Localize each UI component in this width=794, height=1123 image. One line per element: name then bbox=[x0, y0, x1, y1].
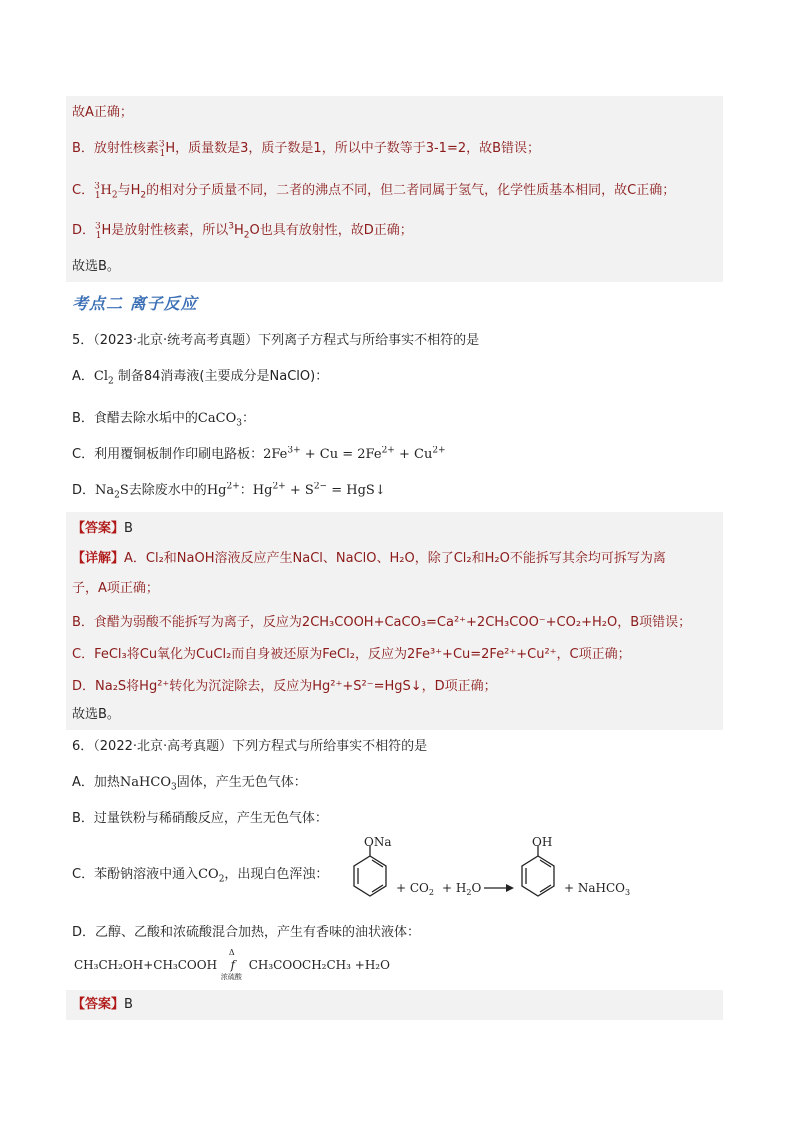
q5-detail-6 bbox=[72, 706, 722, 724]
answer-label: 【答案】 bbox=[72, 997, 125, 1012]
formula: $Na_2S$ bbox=[95, 483, 129, 500]
text: D．Na₂S将Hg²⁺转化为沉淀除去，反应为Hg²⁺+S²⁻=HgS↓，D项正确； bbox=[72, 679, 497, 694]
text: ： bbox=[241, 411, 255, 426]
co2-term: + $CO_2$ bbox=[396, 881, 434, 897]
isotope-label: $^3_1$ bbox=[158, 140, 166, 158]
text: B．放射性核素 bbox=[72, 141, 159, 156]
solution-q4-conclusion bbox=[72, 258, 722, 276]
q5-detail-2 bbox=[72, 580, 722, 598]
text: B．食醋为弱酸不能拆写为离子，反应为2CH₃COOH+CaCO₃=Ca²⁺+2CH₃COO⁻+CO₂+H₂O，B项错误； bbox=[72, 615, 692, 630]
q5-answer bbox=[72, 520, 722, 538]
text: O也具有放射性，故D正确； bbox=[249, 223, 413, 238]
equation: $2Fe^{3+} + Cu = 2Fe^{2+} + Cu^{2+}$ bbox=[263, 446, 446, 462]
arrow-glyph: f bbox=[230, 958, 236, 972]
q6-answer bbox=[72, 996, 722, 1014]
catalyst-arrow bbox=[220, 948, 245, 981]
text: H，质量数是3，质子数是1，所以中子数等于3-1=2，故B错误； bbox=[165, 141, 541, 156]
text: 制备84消毒液(主要成分是NaClO)： bbox=[117, 369, 329, 384]
q5-option-b bbox=[72, 410, 722, 428]
text: B．食醋去除水垢中的 bbox=[72, 411, 198, 426]
text: A．加热 bbox=[72, 775, 120, 790]
h2o-term: + $H_2O$ bbox=[442, 881, 482, 897]
text: C． bbox=[72, 183, 95, 198]
phenoxide-reaction-diagram bbox=[344, 836, 644, 916]
benzene-ring-left bbox=[354, 846, 386, 896]
text: 6．（2022·北京·高考真题）下列方程式与所给事实不相符的是 bbox=[72, 739, 428, 754]
text: A．Cl₂和NaOH溶液反应产生NaCl、NaClO、H₂O，除了Cl₂和H₂O不能拆写其余均可拆写为离 bbox=[124, 551, 666, 566]
q5-option-a bbox=[72, 368, 722, 386]
nahco3-term: + NaHCO$_3$ bbox=[564, 881, 631, 897]
text: D．乙醇、乙酸和浓硫酸混合加热，产生有香味的油状液体： bbox=[72, 925, 421, 940]
text: H是放射性核素，所以 bbox=[101, 223, 229, 238]
formula: NaHCO$_3$ bbox=[119, 775, 177, 792]
ona-label: ONa bbox=[364, 836, 392, 849]
oh-label: OH bbox=[532, 836, 553, 849]
text: 的相对分子质量不同，二者的沸点不同，但二者同属于氢气，化学性质基本相同，故C正确； bbox=[146, 183, 676, 198]
formula: $Cl_2$ bbox=[93, 369, 114, 386]
q6-option-c bbox=[72, 866, 342, 884]
text: ，出现白色浑浊： bbox=[224, 867, 329, 882]
text: C．苯酚钠溶液中通入 bbox=[72, 867, 199, 882]
text: C．FeCl₃将Cu氧化为CuCl₂而自身被还原为FeCl₂，反应为2Fe³⁺+Cu=2Fe²⁺+Cu²⁺，C项正确； bbox=[72, 647, 631, 662]
isotope-label: $^3_1$ bbox=[95, 222, 102, 240]
solution-q4-line-c: C．$^3_1H_2$与$H_2$的相对分子质量不同，二者的沸点不同，但二者同属于氢气，化学性质基本相同，故C正确； bbox=[72, 182, 676, 200]
text: 去除废水中的 bbox=[128, 483, 207, 498]
catalyst-label: 浓硫酸 bbox=[220, 973, 242, 981]
q6-stem bbox=[72, 738, 722, 756]
q6-option-d bbox=[72, 924, 722, 942]
text: D． bbox=[72, 483, 96, 498]
equation: $Hg^{2+} + S^{2-}$ = HgS↓ bbox=[252, 482, 386, 498]
q5-stem bbox=[72, 332, 722, 350]
text: B．过量铁粉与稀硝酸反应，产生无色气体： bbox=[72, 811, 328, 826]
detail-label: 【详解】 bbox=[72, 551, 125, 566]
formula: $Hg^{2+}$ bbox=[206, 482, 240, 498]
q6-option-a bbox=[72, 774, 722, 792]
q5-detail-1 bbox=[72, 550, 722, 568]
text: 与H bbox=[117, 183, 141, 198]
text: ： bbox=[239, 483, 253, 498]
q5-option-d bbox=[72, 482, 722, 500]
text: A． bbox=[72, 369, 94, 384]
text: 子，A项正确； bbox=[72, 581, 159, 596]
equation-rhs: CH₃COOCH₂CH₃ +H₂O bbox=[248, 958, 390, 972]
solution-q4-line-a bbox=[72, 104, 722, 122]
text: D． bbox=[72, 223, 96, 238]
q5-detail-5 bbox=[72, 678, 722, 696]
text: 故选B。 bbox=[72, 259, 120, 274]
reaction-arrow bbox=[484, 884, 514, 892]
text: 固体，产生无色气体： bbox=[176, 775, 307, 790]
section-heading: 考点二 离子反应 bbox=[72, 294, 198, 313]
q5-detail-4 bbox=[72, 646, 722, 664]
solution-q4-line-b bbox=[72, 140, 722, 158]
formula: CaCO$_3$ bbox=[197, 411, 242, 428]
answer-value: B bbox=[124, 521, 133, 536]
text: 5．（2023·北京·统考高考真题）下列离子方程式与所给事实不相符的是 bbox=[72, 333, 480, 348]
text: 故A正确； bbox=[72, 105, 133, 120]
isotope-label: $^3_1H_2$ bbox=[94, 182, 118, 200]
q5-option-c bbox=[72, 446, 722, 464]
answer-value: B bbox=[124, 997, 133, 1012]
text: 故选B。 bbox=[72, 707, 120, 722]
equation-lhs: CH₃CH₂OH+CH₃COOH bbox=[74, 958, 218, 972]
benzene-ring-right bbox=[522, 846, 554, 896]
esterification-equation bbox=[74, 948, 390, 981]
heat-symbol: Δ bbox=[228, 948, 235, 957]
q5-detail-3 bbox=[72, 614, 722, 632]
q6-option-b bbox=[72, 810, 722, 828]
text: C．利用覆铜板制作印刷电路板： bbox=[72, 447, 264, 462]
formula: $CO_2$ bbox=[198, 867, 225, 884]
answer-label: 【答案】 bbox=[72, 521, 125, 536]
solution-q4-line-d: D．$^3_1$H是放射性核素，所以$^3H_2O$也具有放射性，故D正确； bbox=[72, 222, 413, 240]
